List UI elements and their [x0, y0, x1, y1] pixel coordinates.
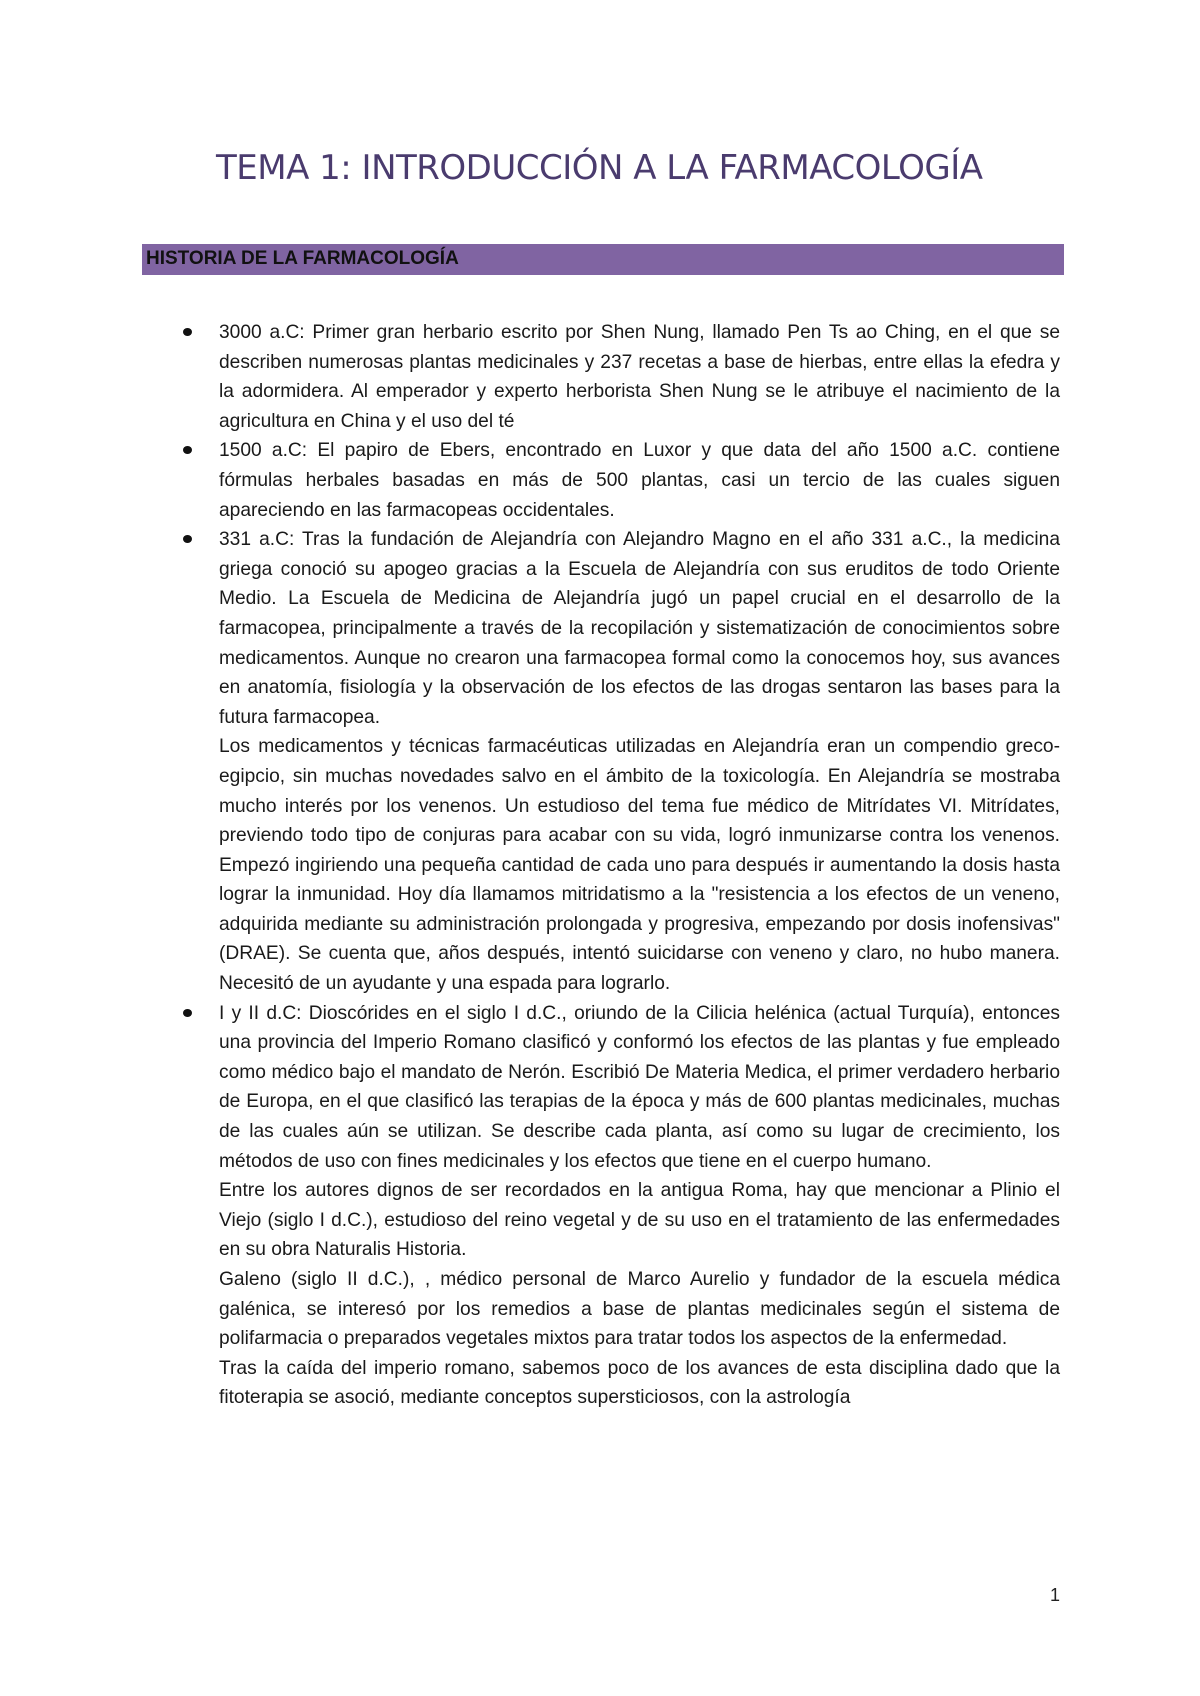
list-item	[0, 999, 1060, 1413]
list-item	[0, 525, 1060, 999]
bullet-icon	[183, 446, 192, 454]
list-item-paragraph: Galeno (siglo II d.C.), , médico personal de Marco Aurelio y fundador de la escuela médica galénica, se interesó por los remedios a base de plantas medicinales según el sistema de polifarmacia o preparados vegetales mixtos para tratar todos los aspectos de la enfermedad.	[219, 1269, 1060, 1350]
list-item-paragraph: I y II d.C: Dioscórides en el siglo I d.C., oriundo de la Cilicia helénica (actual Turquía), entonces una provincia del Imperio Romano clasificó y conformó los efectos de las plantas y fue empleado como médico bajo el mandato de Nerón. Escribió De Materia Medica, el primer verdadero herbario de Europa, en el que clasificó las terapias de la época y más de 600 plantas medicinales, muchas de las cuales aún se utilizan. Se describe cada planta, así como su lugar de crecimiento, los métodos de uso con fines medicinales y los efectos que tiene en el cuerpo humano.	[219, 1002, 1060, 1172]
bullet-icon	[183, 535, 192, 543]
list-item	[0, 436, 1060, 525]
list-item-paragraph: Los medicamentos y técnicas farmacéuticas utilizadas en Alejandría eran un compendio greco-egipcio, sin muchas novedades salvo en el ámbito de la toxicología. En Alejandría se mostraba mucho interés por los venenos. Un estudioso del tema fue médico de Mitrídates VI. Mitrídates, previendo todo tipo de conjuras para acabar con su vida, logró inmunizarse contra los venenos. Empezó ingiriendo una pequeña cantidad de cada uno para después ir aumentando la dosis hasta lograr la inmunidad. Hoy día llamamos mitridatismo a la "resistencia a los efectos de un veneno, adquirida mediante su administración prolongada y progresiva, empezando por dosis inofensivas" (DRAE). Se cuenta que, años después, intentó suicidarse con veneno y claro, no hubo manera. Necesitó de un ayudante y una espada para lograrlo.	[219, 736, 1060, 995]
bullet-icon	[183, 328, 192, 336]
bullet-icon	[183, 1009, 192, 1017]
list-item-paragraph: 3000 a.C: Primer gran herbario escrito por Shen Nung, llamado Pen Ts ao Ching, en el que se describen numerosas plantas medicinales y 237 recetas a base de hierbas, entre ellas la efedra y la adormidera. Al emperador y experto herborista Shen Nung se le atribuye el nacimiento de la agricultura en China y el uso del té	[219, 322, 1060, 432]
list-item	[0, 318, 1060, 436]
list-item-paragraph: Entre los autores dignos de ser recordados en la antigua Roma, hay que mencionar a Plinio el Viejo (siglo I d.C.), estudioso del reino vegetal y de su uso en el tratamiento de las enfermedades en su obra Naturalis Historia.	[219, 1180, 1060, 1261]
page-number: 1	[1050, 1585, 1061, 1605]
list-item-paragraph: Tras la caída del imperio romano, sabemos poco de los avances de esta disciplina dado que la fitoterapia se asoció, mediante conceptos supersticiosos, con la astrología	[219, 1357, 1060, 1409]
list-item-paragraph: 1500 a.C: El papiro de Ebers, encontrado en Luxor y que data del año 1500 a.C. contiene fórmulas herbales basadas en más de 500 plantas, casi un tercio de las cuales siguen apareciendo en las farmacopeas occidentales.	[219, 440, 1060, 521]
section-heading: HISTORIA DE LA FARMACOLOGÍA	[146, 248, 459, 269]
list-item-paragraph: 331 a.C: Tras la fundación de Alejandría con Alejandro Magno en el año 331 a.C., la medicina griega conoció su apogeo gracias a la Escuela de Alejandría con sus eruditos de todo Oriente Medio. La Escuela de Medicina de Alejandría jugó un papel crucial en el desarrollo de la farmacopea, principalmente a través de la recopilación y sistematización de conocimientos sobre medicamentos. Aunque no crearon una farmacopea formal como la conocemos hoy, sus avances en anatomía, fisiología y la observación de los efectos de las drogas sentaron las bases para la futura farmacopea.	[219, 529, 1060, 728]
history-list	[0, 318, 1200, 1413]
page-title: TEMA 1: INTRODUCCIÓN A LA FARMACOLOGÍA	[216, 148, 983, 188]
